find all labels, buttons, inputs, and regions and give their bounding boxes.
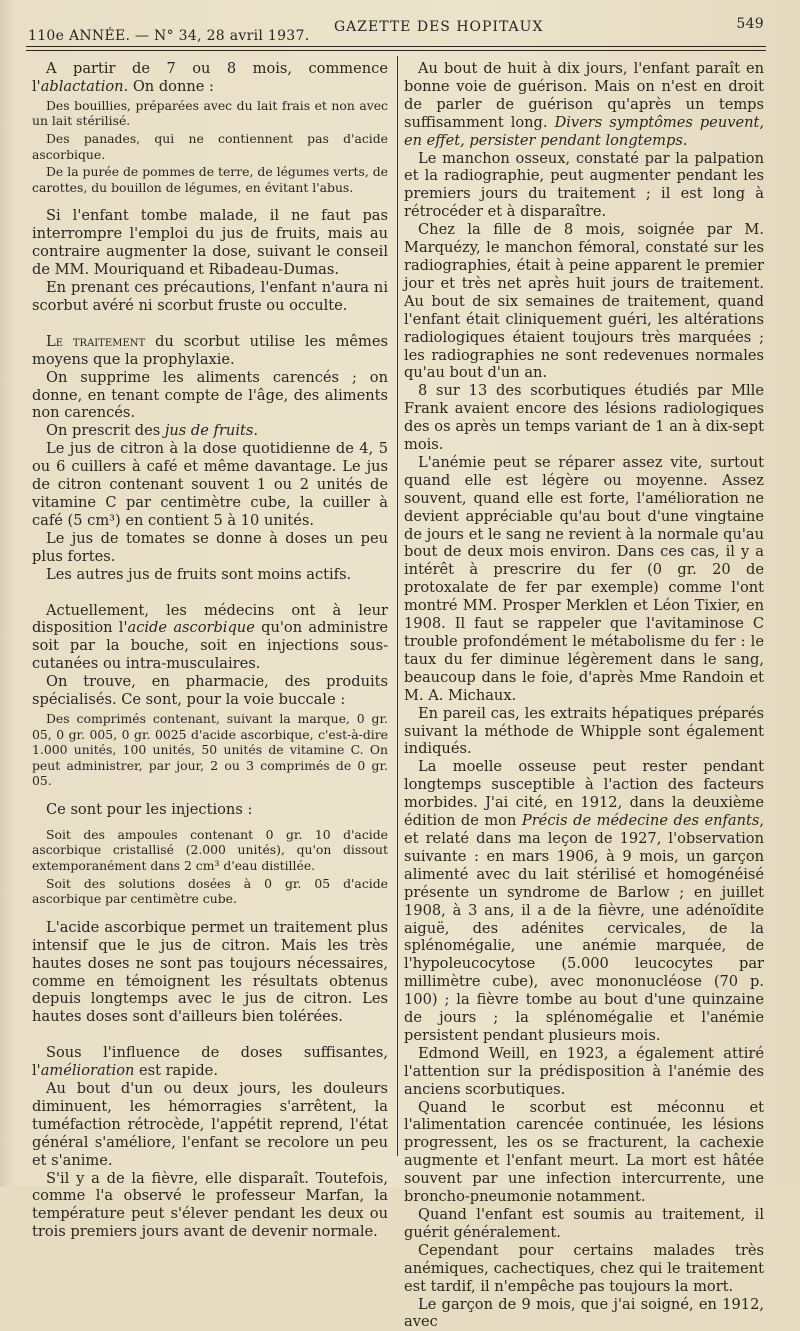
paragraph: 8 sur 13 des scorbutiques étudiés par Mlle Frank avaient encore des lésions radiologiques des os après un temps variant de 1 an à dix-sept mois. [404, 382, 764, 454]
paragraph: A partir de 7 ou 8 mois, commence l'ablactation. On donne : [32, 60, 388, 95]
small-paragraph: Des bouillies, préparées avec du lait frais et non avec un lait stérilisé. [32, 97, 388, 129]
paragraph: Le traitement du scorbut utilise les mêmes moyens que la prophylaxie. [32, 332, 389, 368]
small-paragraph: Des comprimés contenant, suivant la marque, 0 gr. 05, 0 gr. 005, 0 gr. 0025 d'acide ascorbique, c'est-à-dire 1.000 unités, 100 unités, 50 unités de vitamine C. On peut administrer, par jour, 2 ou 3 comprimés de 0 gr. 05. [32, 710, 388, 789]
right-column [404, 60, 764, 1331]
paragraph: Cependant pour certains malades très anémiques, cachectiques, chez qui le traitement est tardif, il n'empêche pas toujours la mort. [404, 1241, 764, 1295]
paragraph: La moelle osseuse peut rester pendant longtemps susceptible à l'action des facteurs morbides. J'ai cité, en 1912, dans la deuxième édition de mon Précis de médecine des enfants, et relaté dans ma leçon de 1927, l'observation suivante : en mars 1906, à 9 mois, un garçon alimenté avec du lait stérilisé et homogénéisé présente un syndrome de Barlow ; en juillet 1908, à 3 ans, il a de la fièvre, une adénoïdite aiguë, des adénites cervicales, de la splénomégalie, une anémie marquée, de l'hypoleucocytose (5.000 leucocytes par millimètre cube), avec mononucléose (70 p. 100) ; la fièvre tombe au bout d'une quinzaine de jours ; la splénomégalie et l'anémie persistent pendant plusieurs mois. [404, 758, 764, 1044]
paragraph: Actuellement, les médecins ont à leur disposition l'acide ascorbique qu'on administre soit par la bouche, soit en injections sous-cutanées ou intra-musculaires. [32, 601, 388, 673]
paragraph: En prenant ces précautions, l'enfant n'aura ni scorbut avéré ni scorbut fruste ou occulte. [32, 279, 388, 314]
paragraph: On prescrit des jus de fruits. [46, 422, 258, 440]
paragraph: Quand le scorbut est méconnu et l'alimentation carencée continuée, les lésions progressent, les os se fracturent, la cachexie augmente et l'enfant meurt. La mort est hâtée souvent par une infection intercurrente, une broncho-pneumonie notamment. [404, 1098, 764, 1206]
paragraph: Sous l'influence de doses suffisantes, l'amélioration est rapide. [32, 1044, 388, 1080]
paragraph: On trouve, en pharmacie, des produits spécialisés. Ce sont, pour la voie buccale : [32, 673, 388, 709]
paragraph: Le jus de tomates se donne à doses un peu plus fortes. [32, 529, 388, 565]
column-divider [397, 56, 398, 1156]
paragraph: Les autres jus de fruits sont moins actifs. [46, 565, 352, 583]
paragraph: Chez la fille de 8 mois, soignée par M. Marquézy, le manchon fémoral, constaté sur les radiographies, était à peine apparent le premier jour et très net après huit jours de traitement. Au bout de six semaines de traitement, quand l'enfant était cliniquement guéri, les altérations radiologiques étaient toujours très marquées ; les radiographies ne sont redevenues normales qu'au bout d'un an. [404, 221, 764, 382]
small-paragraph: De la purée de pommes de terre, de légumes verts, de carottes, du bouillon de légumes, en évitant l'abus. [32, 164, 388, 195]
section-lead: Le traitement [46, 332, 146, 350]
header-rule [26, 46, 766, 47]
paragraph: Ce sont pour les injections : [46, 800, 253, 818]
issue-line: 110e ANNÉE. — N° 34, 28 avril 1937. [28, 28, 310, 44]
paragraph: L'acide ascorbique permet un traitement plus intensif que le jus de citron. Mais les très hautes doses ne sont pas toujours nécessaires, comme en témoignent les résultats obtenus depuis longtemps avec le jus de citron. Les hautes doses sont d'ailleurs bien tolérées. [32, 918, 388, 1026]
paragraph: On supprime les aliments carencés ; on donne, en tenant compte de l'âge, des aliments non carencés. [32, 368, 388, 422]
page-number: 549 [736, 16, 764, 32]
small-paragraph: Soit des solutions dosées à 0 gr. 05 d'acide ascorbique par centimètre cube. [32, 875, 388, 907]
running-header [22, 16, 764, 44]
paragraph: Le manchon osseux, constaté par la palpation et la radiographie, peut augmenter pendant les premiers jours du traitement ; il est long à rétrocéder et à disparaître. [404, 149, 764, 221]
paragraph: En pareil cas, les extraits hépatiques préparés suivant la méthode de Whipple sont également indiqués. [404, 704, 764, 758]
journal-title: GAZETTE DES HOPITAUX [334, 19, 544, 35]
paragraph: Le garçon de 9 mois, que j'ai soigné, en 1912, avec [404, 1295, 764, 1331]
paragraph: S'il y a de la fièvre, elle disparaît. Toutefois, comme l'a observé le professeur Marfan, la température peut s'élever pendant les deux ou trois premiers jours avant de devenir normale. [32, 1169, 388, 1241]
paragraph: L'anémie peut se réparer assez vite, surtout quand elle est légère ou moyenne. Assez souvent, quand elle est forte, l'amélioration ne devient appréciable qu'au bout d'une vingtaine de jours et le sang ne revient à la normale qu'au bout de deux mois environ. Dans ces cas, il y a intérêt à prescrire du fer (0 gr. 20 de protoxalate de fer par exemple) comme l'ont montré MM. Prosper Merklen et Léon Tixier, en 1908. Il faut se rappeler que l'avitaminose C trouble profondément le métabolisme du fer : le taux du fer diminue légèrement dans le sang, beaucoup dans le foie, d'après Mme Randoin et M. A. Michaux. [404, 453, 764, 704]
paragraph: Au bout de huit à dix jours, l'enfant paraît en bonne voie de guérison. Mais on n'est en droit de parler de guérison qu'après un temps suffisamment long. Divers symptômes peuvent, en effet, persister pendant longtemps. [404, 60, 764, 149]
paragraph: Edmond Weill, en 1923, a également attiré l'attention sur la prédisposition à l'anémie des anciens scorbutiques. [404, 1044, 764, 1098]
small-paragraph: Soit des ampoules contenant 0 gr. 10 d'acide ascorbique cristallisé (2.000 unités), qu'on dissout extemporanément dans 2 cm³ d'eau distillée. [32, 826, 388, 873]
paragraph: Quand l'enfant est soumis au traitement, il guérit généralement. [404, 1206, 764, 1241]
paragraph: Le jus de citron à la dose quotidienne de 4, 5 ou 6 cuillers à café et même davantage. Le jus de citron contenant souvent 1 ou 2 unités de vitamine C par centimètre cube, la cuiller à café (5 cm³) en contient 5 à 10 unités. [32, 440, 388, 529]
header-rule-double [26, 50, 766, 51]
left-column [32, 60, 388, 1241]
paragraph: Au bout d'un ou deux jours, les douleurs diminuent, les hémorragies s'arrêtent, la tuméfaction rétrocède, l'appétit reprend, l'état général s'améliore, l'enfant se recolore un peu et s'anime. [32, 1080, 388, 1169]
paragraph: Si l'enfant tombe malade, il ne faut pas interrompre l'emploi du jus de fruits, mais au contraire augmenter la dose, suivant le conseil de MM. Mouriquand et Ribadeau-Dumas. [32, 207, 388, 279]
small-paragraph: Des panades, qui ne contiennent pas d'acide ascorbique. [32, 131, 388, 162]
